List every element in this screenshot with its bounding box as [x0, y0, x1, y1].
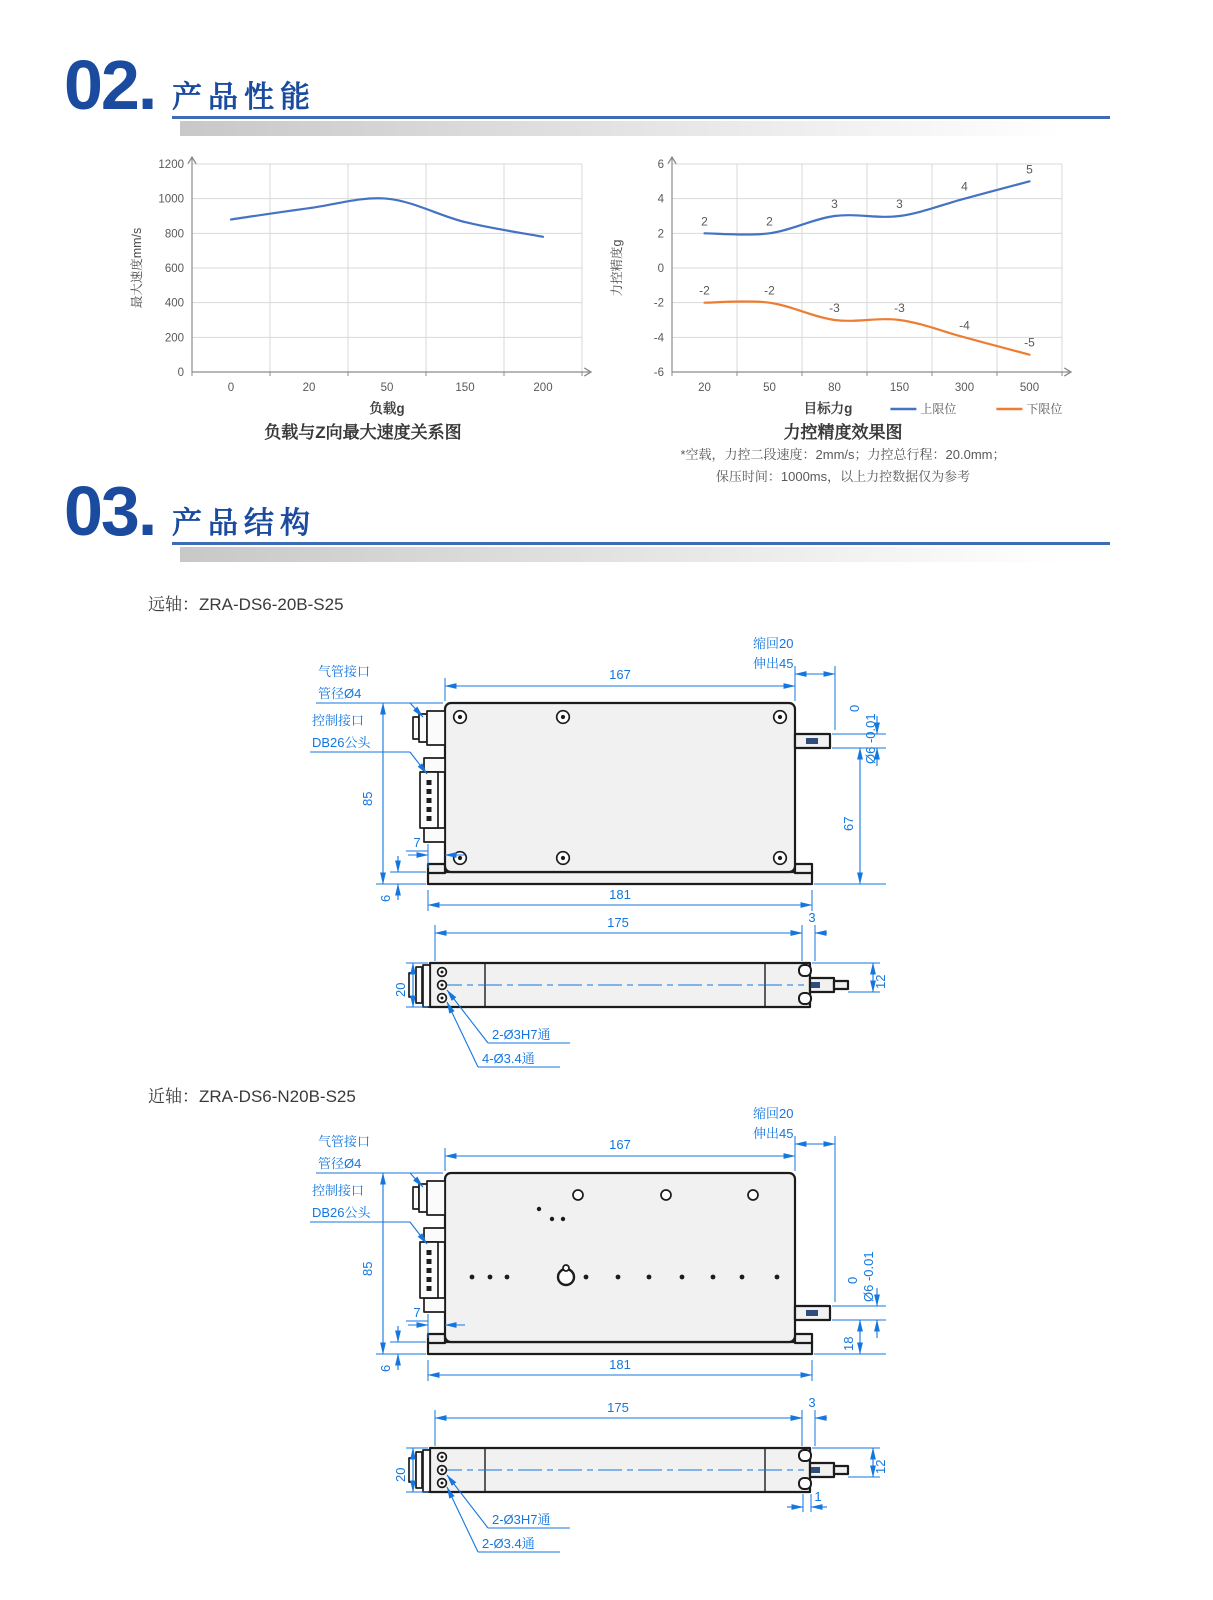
- svg-text:4: 4: [961, 179, 968, 194]
- ctrl-port-label-1: 控制接口: [312, 713, 365, 728]
- svg-text:50: 50: [380, 382, 394, 394]
- section-03-gradient-bar: [180, 547, 1064, 562]
- svg-text:500: 500: [1019, 382, 1040, 394]
- air-port-label-2: 管径Ø4: [318, 1156, 362, 1171]
- dim-18: 18: [841, 1336, 856, 1351]
- shaft-diameter-tolerance: Ø6 -0.01: [863, 713, 878, 764]
- air-port-label-2: 管径Ø4: [318, 686, 362, 701]
- shaft-tolerance-upper: 0: [845, 1276, 860, 1284]
- ctrl-port-label-2: DB26公头: [312, 735, 371, 750]
- far-side-part: [409, 963, 848, 1007]
- svg-text:力控精度g: 力控精度g: [610, 239, 624, 297]
- svg-text:-3: -3: [894, 301, 905, 315]
- dim-20: 20: [393, 1467, 408, 1482]
- dim-6: 6: [378, 894, 393, 902]
- dim-3: 3: [808, 910, 816, 925]
- air-port-label-1: 气管接口: [318, 664, 371, 679]
- holes-label-b: 4-Ø3.4通: [482, 1051, 535, 1066]
- dim-7: 7: [413, 835, 421, 850]
- near-main-part: [413, 1173, 830, 1354]
- extend-label: 伸出45: [753, 1126, 794, 1141]
- svg-text:0: 0: [657, 263, 664, 275]
- svg-text:300: 300: [954, 382, 975, 394]
- svg-text:下限位: 下限位: [1026, 402, 1063, 416]
- far-axis-side-view: [380, 905, 920, 1075]
- svg-text:3: 3: [896, 197, 903, 211]
- svg-text:600: 600: [164, 263, 184, 275]
- load-vs-speed-chart: [128, 150, 598, 418]
- svg-text:1200: 1200: [158, 159, 184, 171]
- shaft-diameter-tolerance: Ø6 -0.01: [861, 1251, 876, 1302]
- dim-85: 85: [360, 1261, 375, 1276]
- footnote-line-1: *空载，力控二段速度：2mm/s；力控总行程：20.0mm；: [680, 447, 1006, 462]
- svg-text:400: 400: [164, 297, 184, 310]
- svg-text:20: 20: [302, 382, 316, 394]
- holes-label-b: 2-Ø3.4通: [482, 1536, 535, 1551]
- svg-text:-4: -4: [959, 318, 970, 333]
- retract-label: 缩回20: [753, 1106, 794, 1121]
- dim-1: 1: [814, 1489, 822, 1504]
- far-axis-model-label: 远轴：ZRA-DS6-20B-S25: [148, 595, 344, 614]
- section-02-underline: [172, 116, 1110, 119]
- svg-text:-4: -4: [653, 332, 664, 345]
- output-shaft: [795, 734, 830, 748]
- air-port-label-1: 气管接口: [318, 1134, 371, 1149]
- svg-text:-2: -2: [653, 297, 664, 310]
- near-axis-model-label: 近轴：ZRA-DS6-N20B-S25: [148, 1087, 356, 1106]
- section-02-number: 02.: [64, 46, 156, 124]
- svg-text:200: 200: [164, 332, 184, 345]
- footnote-line-2: 保压时间：1000ms，以上力控数据仅为参考: [715, 469, 971, 484]
- dim-175: 175: [607, 915, 629, 930]
- dim-67: 67: [841, 816, 856, 831]
- section-02-header: [0, 46, 1213, 162]
- svg-text:50: 50: [763, 382, 776, 394]
- right-chart-title: 力控精度效果图: [783, 423, 903, 442]
- svg-text:4: 4: [657, 193, 664, 206]
- svg-text:-5: -5: [1024, 335, 1035, 350]
- svg-text:2: 2: [701, 214, 708, 229]
- svg-text:-6: -6: [653, 367, 664, 379]
- svg-text:3: 3: [831, 197, 838, 211]
- extend-label: 伸出45: [753, 656, 794, 671]
- svg-text:上限位: 上限位: [920, 402, 957, 416]
- svg-text:200: 200: [533, 382, 553, 394]
- left-chart-title: 负载与Z向最大速度关系图: [264, 423, 462, 442]
- svg-text:负载g: 负载g: [369, 401, 405, 416]
- svg-text:800: 800: [164, 228, 184, 241]
- air-fitting: [413, 1181, 445, 1215]
- dim-181: 181: [609, 1357, 631, 1372]
- output-shaft: [795, 1306, 830, 1320]
- svg-text:5: 5: [1026, 162, 1033, 177]
- svg-text:1000: 1000: [158, 193, 184, 206]
- dim-20: 20: [393, 982, 408, 997]
- svg-text:-3: -3: [829, 301, 840, 315]
- svg-text:150: 150: [889, 382, 910, 394]
- svg-text:-2: -2: [764, 283, 775, 298]
- shaft-tolerance-upper: 0: [847, 704, 862, 712]
- retract-label: 缩回20: [753, 636, 794, 651]
- dim-85: 85: [360, 791, 375, 806]
- near-axis-main-view: [300, 1080, 920, 1390]
- svg-text:目标力g: 目标力g: [803, 401, 853, 416]
- section-03-underline: [172, 542, 1110, 545]
- svg-text:20: 20: [698, 382, 711, 394]
- dim-6: 6: [378, 1364, 393, 1372]
- section-03-title: 产品结构: [172, 507, 316, 540]
- dim-12: 12: [873, 974, 888, 989]
- far-axis-main-view: [300, 618, 920, 918]
- dim-181: 181: [609, 887, 631, 902]
- svg-text:0: 0: [177, 367, 184, 379]
- dim-3: 3: [808, 1395, 816, 1410]
- near-side-part: [409, 1448, 848, 1492]
- holes-label-a: 2-Ø3H7通: [492, 1027, 551, 1042]
- dim-12: 12: [873, 1459, 888, 1474]
- holes-label-a: 2-Ø3H7通: [492, 1512, 551, 1527]
- near-axis-side-view: [380, 1390, 920, 1560]
- air-fitting: [413, 711, 445, 745]
- ctrl-port-label-1: 控制接口: [312, 1183, 365, 1198]
- section-02-gradient-bar: [180, 121, 1064, 136]
- svg-text:-2: -2: [699, 283, 710, 298]
- section-03-number: 03.: [64, 472, 156, 550]
- svg-text:2: 2: [766, 214, 773, 229]
- svg-text:最大速度mm/s: 最大速度mm/s: [130, 227, 144, 309]
- dim-167: 167: [609, 667, 631, 682]
- far-main-part: [413, 703, 830, 884]
- ctrl-port-label-2: DB26公头: [312, 1205, 371, 1220]
- svg-text:150: 150: [455, 382, 475, 394]
- svg-text:2: 2: [657, 228, 664, 241]
- dim-167: 167: [609, 1137, 631, 1152]
- force-precision-chart: [608, 150, 1078, 418]
- svg-text:6: 6: [657, 159, 664, 171]
- dim-7: 7: [413, 1305, 421, 1320]
- svg-text:0: 0: [227, 382, 235, 394]
- svg-text:80: 80: [828, 382, 841, 394]
- section-02-title: 产品性能: [172, 81, 316, 114]
- dim-175: 175: [607, 1400, 629, 1415]
